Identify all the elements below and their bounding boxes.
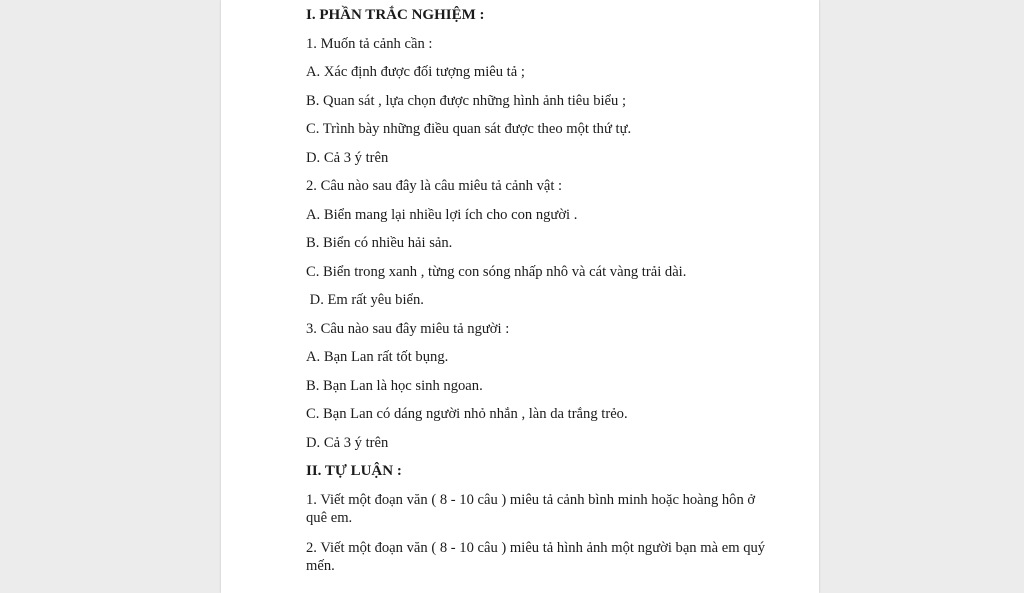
question-2-option-a: A. Biển mang lại nhiều lợi ích cho con người . [306,207,578,223]
question-1-option-d: D. Cả 3 ý trên [306,150,389,166]
question-3-option-c: C. Bạn Lan có dáng người nhỏ nhắn , làn da trắng trẻo. [306,406,628,422]
question-2-option-d: D. Em rất yêu biển. [306,292,424,308]
essay-task-2: 2. Viết một đoạn văn ( 8 - 10 câu ) miêu tả hình ảnh một người bạn mà em quý mến. [306,540,766,574]
question-3-option-d: D. Cả 3 ý trên [306,435,389,451]
question-3-option-a: A. Bạn Lan rất tốt bụng. [306,349,449,365]
question-2-option-b: B. Biển có nhiều hải sản. [306,235,453,251]
section-2-heading: II. TỰ LUẬN : [306,463,402,479]
question-1-prompt: 1. Muốn tả cảnh cần : [306,36,433,52]
essay-task-1: 1. Viết một đoạn văn ( 8 - 10 câu ) miêu tả cảnh bình minh hoặc hoàng hôn ở quê em. [306,492,756,526]
document-page [221,0,819,593]
section-1-heading: I. PHẦN TRẮC NGHIỆM : [306,7,485,23]
question-3-prompt: 3. Câu nào sau đây miêu tả người : [306,321,510,337]
question-2-option-c: C. Biển trong xanh , từng con sóng nhấp nhô và cát vàng trải dài. [306,264,687,280]
question-1-option-a: A. Xác định được đối tượng miêu tả ; [306,64,525,80]
question-1-option-b: B. Quan sát , lựa chọn được những hình ảnh tiêu biểu ; [306,93,627,109]
question-1-option-c: C. Trình bày những điều quan sát được theo một thứ tự. [306,121,632,137]
question-2-prompt: 2. Câu nào sau đây là câu miêu tả cảnh vật : [306,178,563,194]
question-3-option-b: B. Bạn Lan là học sinh ngoan. [306,378,483,394]
